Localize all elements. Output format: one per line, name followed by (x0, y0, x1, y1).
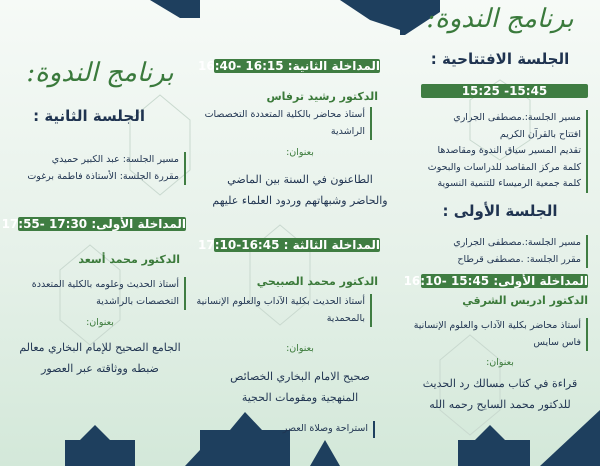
speaker-name: الدكتور ادريس الشرقي (462, 294, 588, 307)
second-session-items (8, 152, 186, 185)
talk-title-line: المنهجية ومقومات الحجية (241, 391, 359, 404)
affiliation-line: أستاذ الحديث بكلية الآداب والعلوم الإنسانية (196, 296, 365, 307)
column-middle (196, 0, 400, 466)
talk2-title (200, 169, 400, 211)
list-item: مسير الجلسة: عبد الكبير حميدي (51, 154, 179, 165)
column-left (0, 0, 200, 466)
first-session-heading: الجلسة الأولى : (442, 202, 558, 220)
opening-items-list (408, 110, 588, 193)
break-item: استراحة وصلاة العصر (208, 421, 375, 438)
talk-title-line: والحاضر وشبهاتهم وردود العلماء عليهم (212, 194, 388, 207)
second-session-heading: الجلسة الثانية : (33, 107, 145, 125)
list-item: تقديم المسير سياق الندوة ومقاصدها (437, 145, 581, 156)
opening-session-heading: الجلسة الافتتاحية : (430, 50, 570, 68)
talk2-time-bar: المداخلة الثانية: 16:15 -16:40 (198, 59, 380, 73)
talk-title-line: ضبطه ووثاقته عبر العصور (41, 362, 159, 375)
talk-time-bar: المداخلة الأولى: 17:30 -17:55 (1, 217, 186, 231)
talk-title-line: قراءة في كتاب مسالك رد الحديث (422, 377, 578, 390)
affiliation-line: بالمحمدية (326, 312, 365, 324)
affiliation-line: الراشدية (330, 125, 365, 137)
list-item: مسير الجلسة:.مصطفى الجراري (453, 112, 581, 123)
list-item: كلمة جمعية الرميساء للتنمية النسوية (437, 178, 581, 189)
talk-title (400, 373, 600, 415)
title-label: بعنوان: (286, 147, 314, 158)
talk-time-bar: المداخلة الأولى: 15:45 -16:10 (403, 274, 588, 288)
talk-title-line: صحيح الامام البخاري الخصائص (230, 370, 370, 383)
opening-time-bar: 15:45- 15:25 (421, 84, 588, 98)
speaker-affiliation (408, 318, 588, 351)
speaker-affiliation (8, 277, 186, 310)
talk-title-line: الجامع الصحيح للإمام البخاري معالم (19, 341, 181, 354)
column-right (400, 0, 600, 466)
speaker2-name: الدكتور رشيد ترفاس (266, 90, 378, 103)
talk3-time-bar: المداخلة الثالثة : 16:45-17:10 (198, 238, 380, 252)
speaker-name: الدكتور محمد أسعد (78, 253, 180, 266)
affiliation-line: أستاذ محاضر بكلية الآداب والعلوم الإنسانية (413, 320, 581, 331)
first-session-items (408, 235, 588, 268)
speaker3-name: الدكتور محمد الصبيحي (256, 275, 378, 288)
talk-title-line: للدكتور محمد السايح رحمه الله (429, 398, 571, 411)
affiliation-line: التخصصات بالراشدية (96, 295, 179, 307)
list-item: افتتاح بالقرآن الكريم (499, 128, 581, 140)
program-title: برنامج الندوة: (26, 58, 174, 88)
affiliation-line: أستاذ محاضر بالكلية المتعددة التخصصات (204, 109, 365, 120)
affiliation-line: فاس سايس (533, 336, 581, 348)
speaker2-affiliation (204, 107, 372, 140)
talk-title-line: الطاعنون في السنة بين الماضي (227, 173, 373, 186)
title-label: بعنوان: (486, 357, 514, 368)
list-item: مسير الجلسة:.مصطفى الجراري (453, 237, 581, 248)
affiliation-line: أستاذ الحديث وعلومه بالكلية المتعددة (31, 279, 179, 290)
speaker3-affiliation (196, 294, 372, 327)
talk3-title (200, 366, 400, 408)
list-item: كلمة مركز المقاصد للدراسات والبحوث (427, 161, 581, 173)
program-title: برنامج الندوة: (426, 4, 574, 34)
title-label: بعنوان: (86, 317, 114, 328)
title-label: بعنوان: (286, 343, 314, 354)
list-item: مقرر الجلسة: .مصطفى قرطاح (457, 253, 581, 265)
talk-title (0, 337, 200, 379)
list-item: مقررة الجلسة: الأستاذة فاطمة برغوت (27, 170, 179, 182)
